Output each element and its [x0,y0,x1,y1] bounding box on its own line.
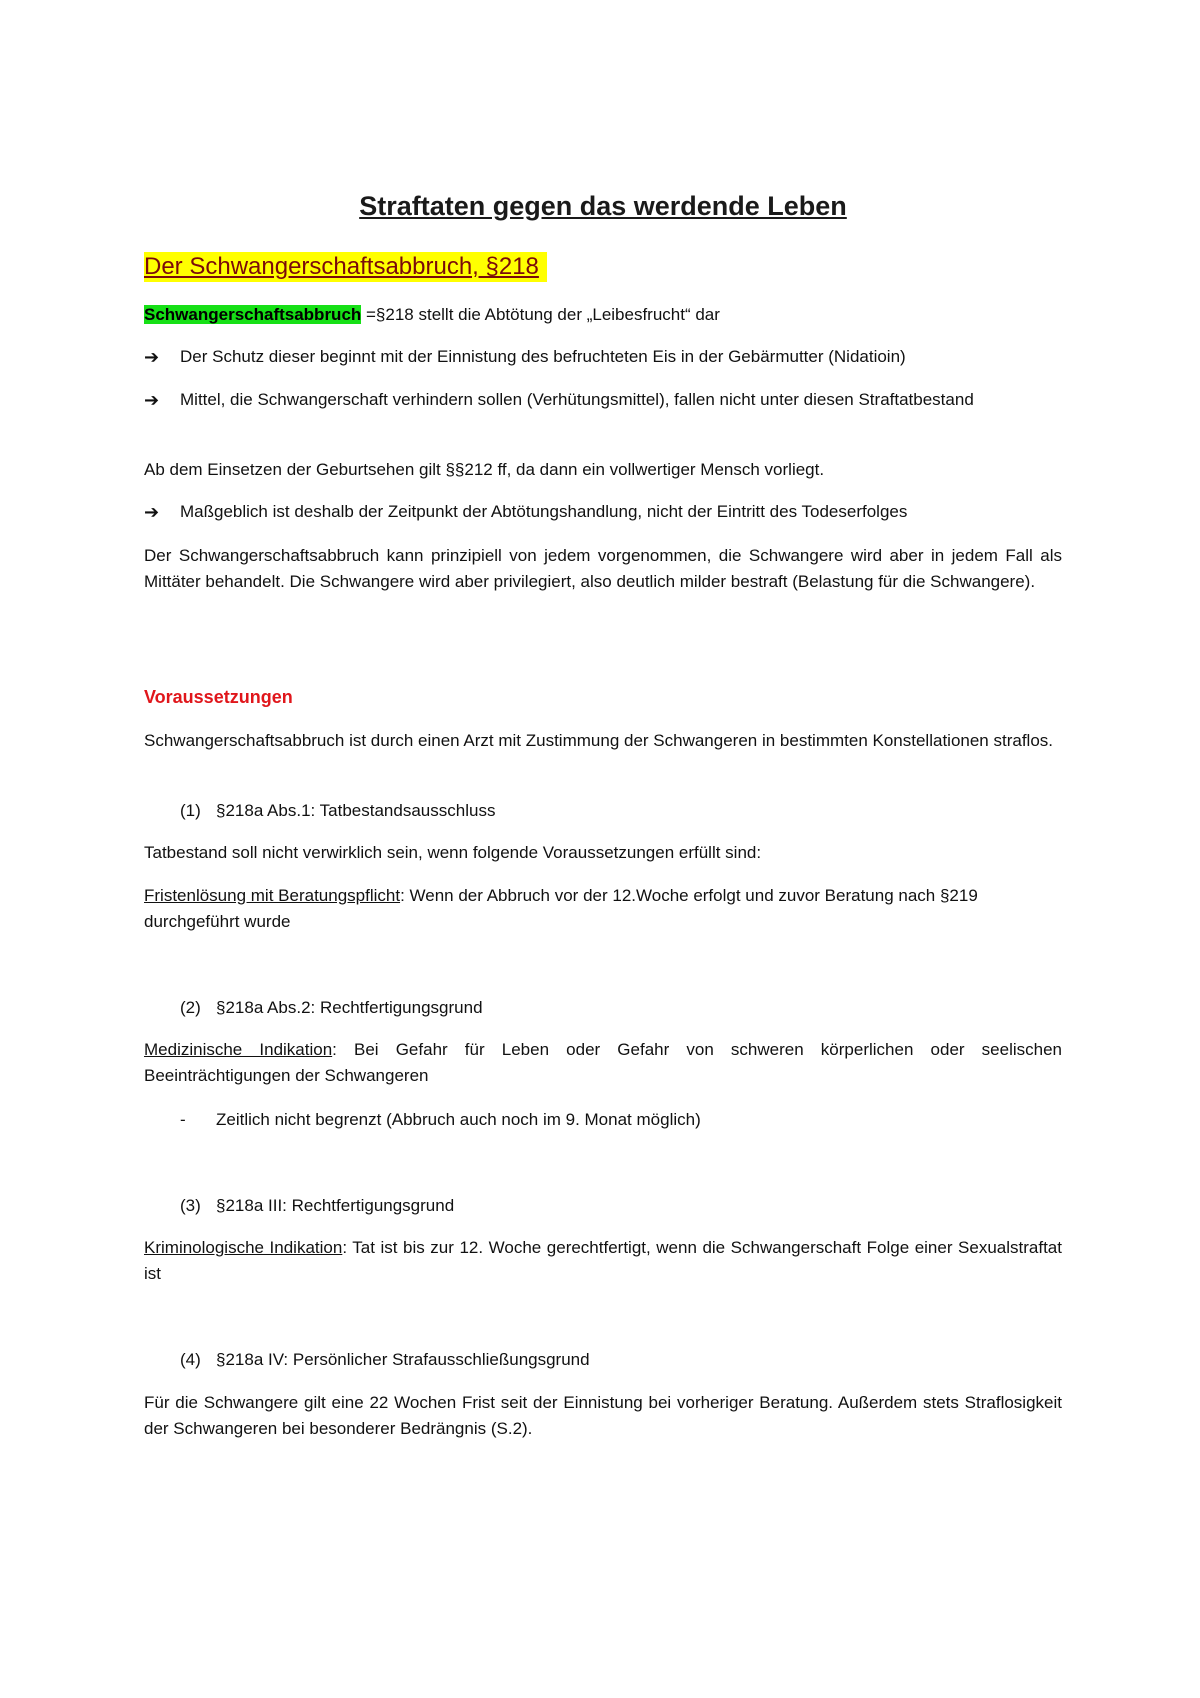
paragraph-perpetrator: Der Schwangerschaftsabbruch kann prinzipiell von jedem vorgenommen, die Schwangere wird aber in jedem Fall als Mittäter behandelt. Die Schwangere wird aber privilegiert, also deutlich milder bestraft (Belastung für die Schwangere). [144,546,1062,591]
medizin-text: : Bei Gefahr für Leben oder Gefahr von schweren körperlichen oder seelischen Beeinträchtigungen der Schwangeren [144,1040,1063,1085]
arrow-icon: ➔ [144,502,160,522]
fristenloesung-label: Fristenlösung mit Beratungspflicht [144,886,401,905]
item-text: §218a Abs.2: Rechtfertigungsgrund [216,998,483,1017]
krimi-label: Kriminologische Indikation [144,1238,343,1257]
highlighted-term: Schwangerschaftsabbruch [144,305,362,324]
arrow-item-text: Der Schutz dieser beginnt mit der Einnistung des befruchteten Eis in der Gebärmutter (Nidatioin) [180,347,906,366]
document-title: Straftaten gegen das werdende Leben [359,191,847,221]
arrow-item-text: Mittel, die Schwangerschaft verhindern sollen (Verhütungsmittel), fallen nicht unter diesen Straftatbestand [180,390,974,409]
dash-item-text: Zeitlich nicht begrenzt (Abbruch auch noch im 9. Monat möglich) [216,1110,701,1129]
arrow-item-text: Maßgeblich ist deshalb der Zeitpunkt der Abtötungshandlung, nicht der Eintritt des Todeserfolges [180,502,908,521]
paragraph-tatbestand: Tatbestand soll nicht verwirklich sein, wenn folgende Voraussetzungen erfüllt sind: [144,843,762,862]
paragraph-fristenloesung [144,883,1062,935]
arrow-icon: ➔ [144,347,160,367]
item-text: §218a Abs.1: Tatbestandsausschluss [216,801,496,820]
paragraph-kriminologische-indikation [144,1235,1062,1287]
item-number: (3) [180,1196,201,1215]
arrow-list-item [144,344,1062,370]
paragraph-final: Für die Schwangere gilt eine 22 Wochen Frist seit der Einnistung bei vorheriger Beratung. Außerdem stets Straflosigkeit der Schwangeren bei besonderer Bedrängnis (S.2). [144,1393,1062,1438]
section-heading: Der Schwangerschaftsabbruch, §218 [144,252,547,282]
arrow-list-item [144,387,1062,413]
krimi-text: : Tat ist bis zur 12. Woche gerechtfertigt, wenn die Schwangerschaft Folge einer Sexualstraftat ist [144,1238,1062,1283]
arrow-list-item [144,499,1062,525]
voraussetzungen-heading: Voraussetzungen [144,687,293,707]
section-heading-wrap [144,252,1062,282]
intro-text: =§218 stellt die Abtötung der „Leibesfrucht“ dar [361,305,720,324]
paragraph-conditions: Schwangerschaftsabbruch ist durch einen Arzt mit Zustimmung der Schwangeren in bestimmten Konstellationen straflos. [144,731,1054,750]
paragraph-birth: Ab dem Einsetzen der Geburtsehen gilt §§212 ff, da dann ein vollwertiger Mensch vorliegt. [144,460,825,479]
intro-paragraph [144,302,1062,328]
dash-bullet: - [180,1110,186,1129]
paragraph-medizinische-indikation [144,1037,1062,1089]
item-number: (1) [180,801,201,820]
item-text: §218a III: Rechtfertigungsgrund [216,1196,455,1215]
fristenloesung-text: : Wenn der Abbruch vor der 12.Woche erfolgt und zuvor Beratung nach §219 durchgeführt wurde [144,886,978,931]
dash-list-item [180,1107,1062,1133]
item-text: §218a IV: Persönlicher Strafausschließungsgrund [216,1350,590,1369]
item-number: (4) [180,1350,201,1369]
medizin-label: Medizinische Indikation [144,1040,333,1059]
item-number: (2) [180,998,201,1017]
arrow-icon: ➔ [144,390,160,410]
